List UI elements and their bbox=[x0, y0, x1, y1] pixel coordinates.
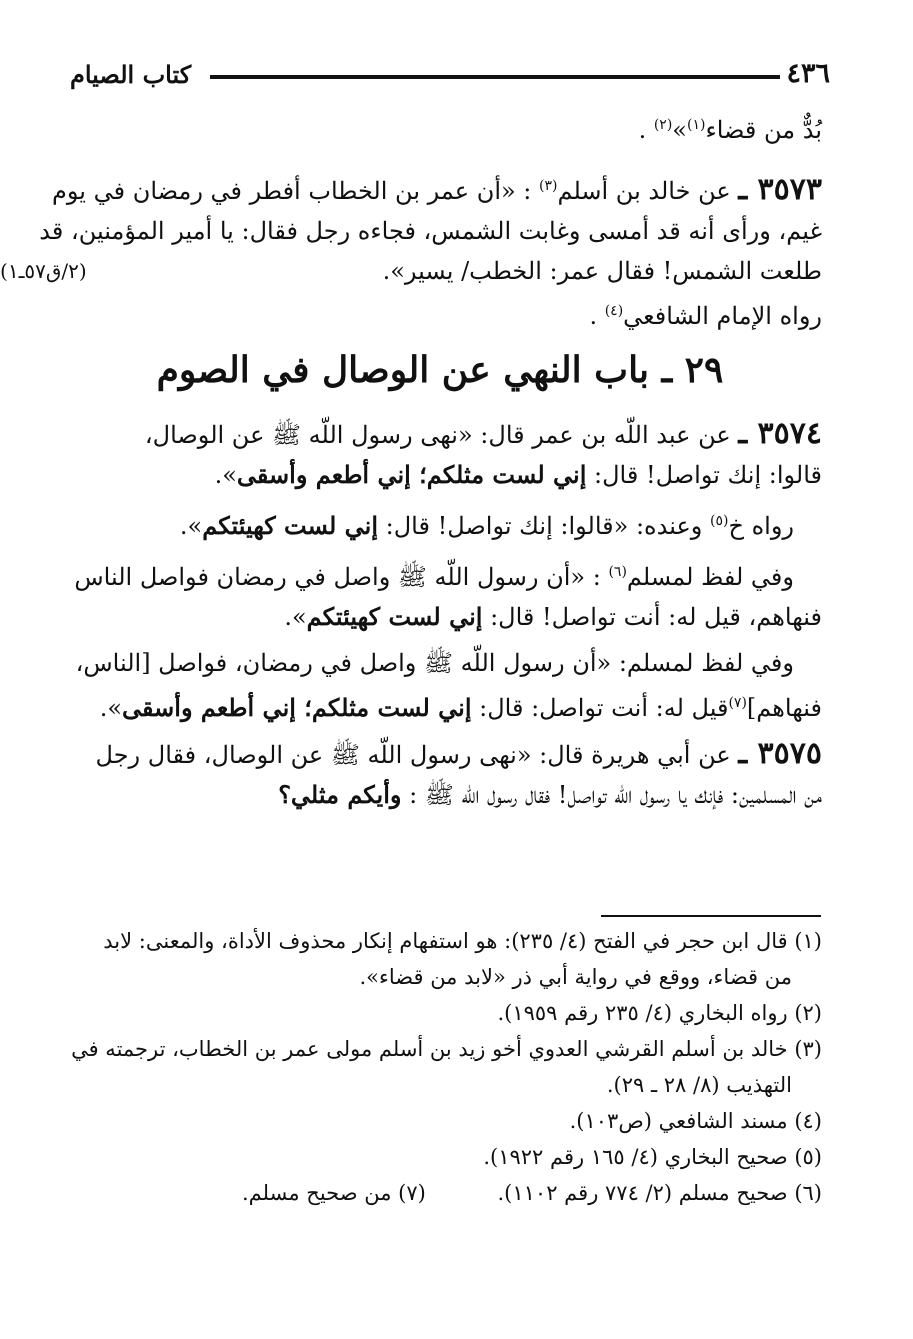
footnote-1: (١) قال ابن حجر في الفتح (٤/ ٢٣٥): هو استفهام إنكار محذوف الأداة، والمعنى: لابد bbox=[103, 929, 822, 953]
bold-text: وأيكم مثلي؟ bbox=[278, 780, 402, 809]
text-span: وفي لفظ لمسلم bbox=[626, 563, 794, 591]
text-span: : «أن رسول اللّه ﷺ واصل في رمضان فواصل الناس bbox=[74, 563, 609, 591]
text-span: عن خالد بن أسلم bbox=[557, 177, 731, 205]
text-span: عن عبد اللّه بن عمر قال: «نهى رسول اللّه ﷺ عن الوصال، bbox=[144, 421, 731, 449]
text-span: فنهاهم، قيل له: أنت تواصل! قال: bbox=[482, 603, 822, 631]
text-span: رواه خ bbox=[728, 512, 794, 540]
footnote-3: (٣) خالد بن أسلم القرشي العدوي أخو زيد بن أسلم مولى عمر بن الخطاب، ترجمته في bbox=[71, 1037, 822, 1061]
text-span: من المسلمين: فإنك يا رسول اللّه تواصل! فقال رسول اللّه ﷺ : bbox=[401, 781, 822, 809]
text-span: وعنده: «قالوا: إنك تواصل! قال: bbox=[378, 512, 710, 540]
hadith-number: ٣٥٧٥ ـ bbox=[738, 736, 822, 771]
header-rule bbox=[210, 75, 780, 79]
hadith-3575-line-1 bbox=[58, 734, 822, 775]
hadith-3574-line-3 bbox=[58, 501, 822, 546]
hadith-3574-line-5 bbox=[58, 597, 822, 637]
hadith-3573-line-2: غيم، ورأى أنه قد أمسى وغابت الشمس، فجاءه رجل فقال: يا أمير المؤمنين، قد bbox=[39, 217, 822, 245]
page-header bbox=[70, 58, 830, 92]
text-span: . bbox=[638, 116, 654, 144]
text-span: ». bbox=[214, 461, 237, 489]
text-span: ». bbox=[284, 603, 307, 631]
text-span: » bbox=[672, 116, 687, 144]
footnote-ref: (٣) bbox=[539, 178, 558, 194]
footnote-row-6-7 bbox=[242, 1177, 822, 1209]
text-span: عن أبي هريرة قال: «نهى رسول اللّه ﷺ عن الوصال، فقال رجل bbox=[95, 741, 731, 769]
hadith-number: ٣٥٧٣ ـ bbox=[738, 172, 822, 207]
bold-text: إني لست كهيئتكم bbox=[306, 602, 483, 631]
hadith-3573-line-1 bbox=[52, 166, 822, 211]
text-span: ». bbox=[99, 694, 123, 722]
text-span: رواه الإمام الشافعي bbox=[623, 302, 822, 330]
margin-note: (٢/ق٥٧ـ١) bbox=[0, 259, 87, 283]
hadith-3574-line-4 bbox=[58, 552, 822, 597]
hadith-3574-line-1 bbox=[58, 414, 822, 455]
hadith-number: ٣٥٧٤ ـ bbox=[738, 416, 822, 451]
hadith-3573-line-4 bbox=[58, 291, 822, 336]
footnote-ref: (٧) bbox=[728, 695, 747, 711]
footnote-ref: (٥) bbox=[709, 513, 729, 529]
main-text bbox=[0, 105, 822, 815]
footnote-7: (٧) من صحيح مسلم. bbox=[242, 1181, 426, 1205]
footnote-1-cont: من قضاء، ووقع في رواية أبي ذر «لابد من قضاء». bbox=[359, 965, 792, 989]
text-span: بُدٌّ من قضاء bbox=[705, 116, 822, 144]
footnote-3-cont: التهذيب (٨/ ٢٨ ـ ٢٩). bbox=[606, 1073, 792, 1097]
footnote-ref: (٢) bbox=[653, 117, 673, 133]
text-span: فنهاهم] bbox=[746, 694, 822, 722]
footnote-rule bbox=[601, 915, 821, 917]
page-number: ٤٣٦ bbox=[786, 58, 830, 89]
chapter-heading: ٢٩ ـ باب النهي عن الوصال في الصوم bbox=[156, 349, 724, 391]
text-span: ». bbox=[179, 512, 203, 540]
text-span: قالوا: إنك تواصل! قال: bbox=[586, 461, 822, 489]
text-span: : «أن عمر بن الخطاب أفطر في رمضان في يوم bbox=[52, 177, 540, 205]
footnote-6: (٦) صحيح مسلم (٢/ ٧٧٤ رقم ١١٠٢). bbox=[497, 1181, 822, 1205]
bold-text: إني لست كهيئتكم bbox=[202, 511, 379, 540]
footnotes bbox=[71, 925, 822, 1209]
footnote-ref: (١) bbox=[686, 117, 706, 133]
bold-text: إني لست مثلكم؛ إني أطعم وأسقى bbox=[122, 693, 472, 722]
hadith-3574-line-6: وفي لفظ لمسلم: «أن رسول اللّه ﷺ واصل في رمضان، فواصل [الناس، bbox=[75, 649, 794, 677]
footnote-2: (٢) رواه البخاري (٤/ ٢٣٥ رقم ١٩٥٩). bbox=[497, 1001, 822, 1025]
hadith-3575-line-2 bbox=[58, 775, 822, 815]
footnote-ref: (٤) bbox=[604, 303, 624, 319]
hadith-3574-line-2 bbox=[58, 455, 822, 495]
book-title: كتاب الصيام bbox=[70, 60, 192, 89]
continuation-line bbox=[58, 105, 822, 150]
text-span: . bbox=[589, 302, 605, 330]
footnote-5: (٥) صحيح البخاري (٤/ ١٦٥ رقم ١٩٢٢). bbox=[483, 1145, 822, 1169]
text-span: طلعت الشمس! فقال عمر: الخطب/ يسير». bbox=[382, 257, 822, 285]
hadith-3573-line-3 bbox=[0, 251, 822, 291]
footnote-4: (٤) مسند الشافعي (ص١٠٣). bbox=[569, 1109, 822, 1133]
hadith-3574-line-7 bbox=[58, 683, 822, 728]
footnote-ref: (٦) bbox=[608, 564, 627, 580]
text-span: قيل له: أنت تواصل: قال: bbox=[471, 694, 729, 722]
bold-text: إني لست مثلكم؛ إني أطعم وأسقى bbox=[236, 460, 587, 489]
